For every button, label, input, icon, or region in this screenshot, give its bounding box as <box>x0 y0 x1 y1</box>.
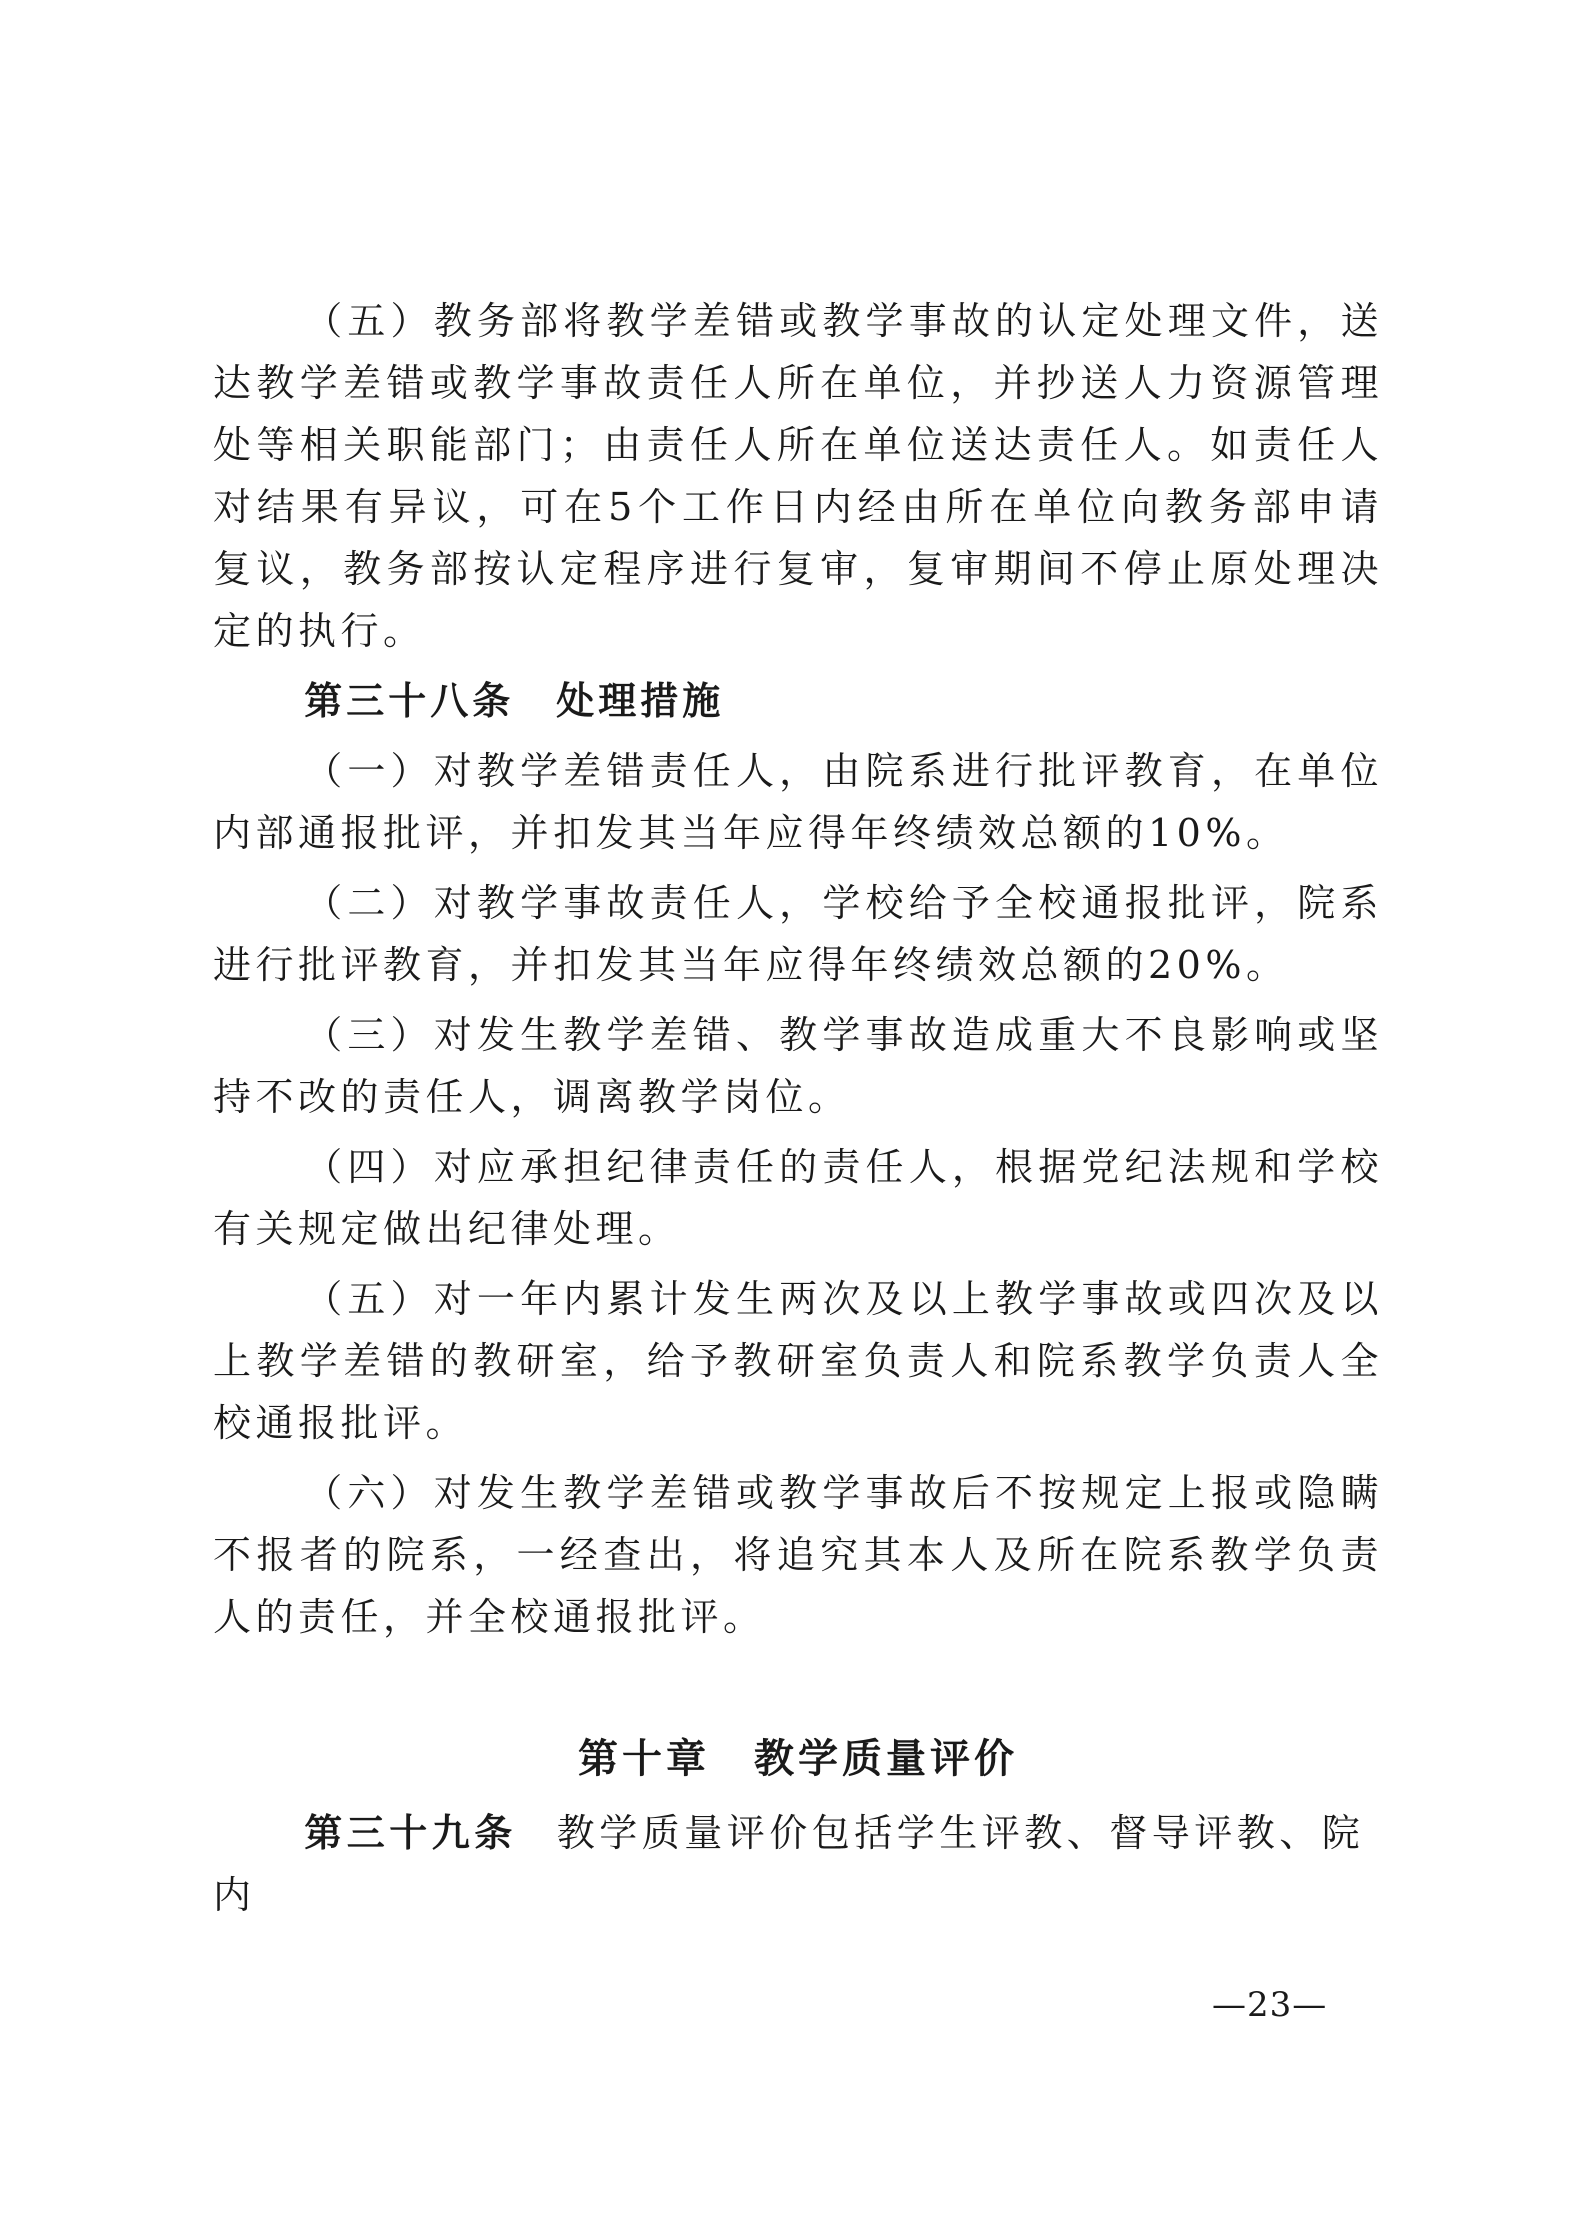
article-38-heading: 第三十八条 处理措施 <box>304 678 725 723</box>
article-38-item-4: （四）对应承担纪律责任的责任人，根据党纪法规和学校有关规定做出纪律处理。 <box>213 1145 1383 1251</box>
article-38-item-2: （二）对教学事故责任人，学校给予全校通报批评，院系进行批评教育，并扣发其当年应得年终绩效总额的20%。 <box>213 881 1383 987</box>
chapter-10-title: 第十章 教学质量评价 <box>578 1735 1018 1782</box>
page-number: —23— <box>1212 1985 1328 2025</box>
document-body <box>213 290 1383 1926</box>
article-39-paragraph <box>213 1802 1383 1926</box>
article-38-item-3: （三）对发生教学差错、教学事故造成重大不良影响或坚持不改的责任人，调离教学岗位。 <box>213 1013 1383 1119</box>
article-38-item-5: （五）对一年内累计发生两次及以上教学事故或四次及以上教学差错的教研室，给予教研室负责人和院系教学负责人全校通报批评。 <box>213 1277 1383 1445</box>
article-38-item-6: （六）对发生教学差错或教学事故后不按规定上报或隐瞒不报者的院系，一经查出，将追究其本人及所在院系教学负责人的责任，并全校通报批评。 <box>213 1471 1383 1639</box>
article-39-text: 教学质量评价包括学生评教、督导评教、院内 <box>213 1811 1365 1917</box>
paragraph-item-5-delivery: （五）教务部将教学差错或教学事故的认定处理文件，送达教学差错或教学事故责任人所在单位，并抄送人力资源管理处等相关职能部门；由责任人所在单位送达责任人。如责任人对结果有异议，可在5个工作日内经由所在单位向教务部申请复议，教务部按认定程序进行复审，复审期间不停止原处理决定的执行。 <box>213 299 1383 653</box>
article-39-label: 第三十九条 <box>304 1810 517 1855</box>
article-38-item-1: （一）对教学差错责任人，由院系进行批评教育，在单位内部通报批评，并扣发其当年应得年终绩效总额的10%。 <box>213 749 1383 855</box>
